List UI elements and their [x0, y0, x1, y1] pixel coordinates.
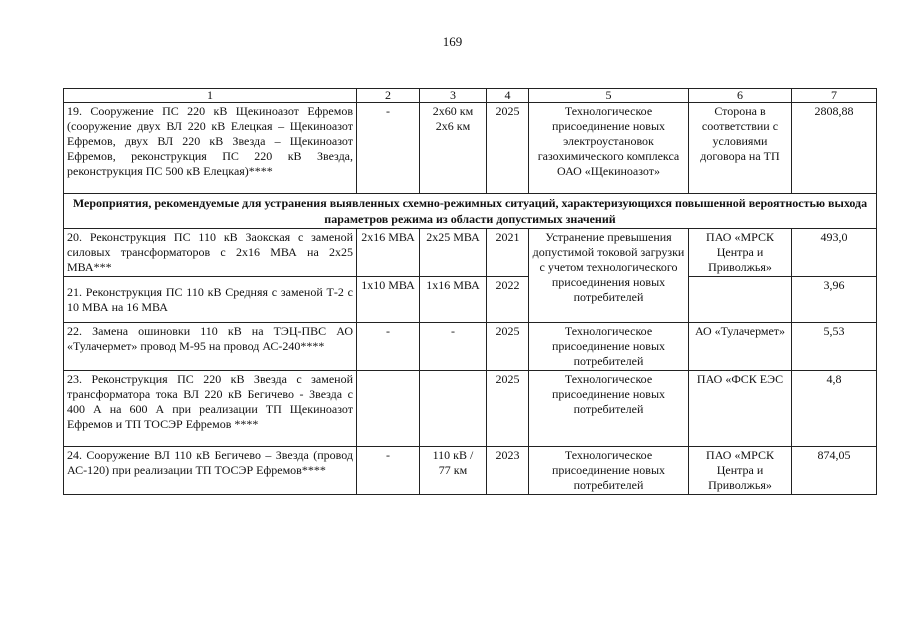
row-number: 24.	[67, 448, 82, 462]
header-cell: 1	[64, 89, 357, 103]
existing-parameters: -	[357, 103, 420, 194]
header-cell: 5	[529, 89, 689, 103]
year: 2025	[487, 323, 529, 371]
description-text: Сооружение ПС 220 кВ Щекиноазот Ефремов (сооружение двух ВЛ 220 кВ Елецкая – Щекиноазот Ефремов, двух ВЛ 220 кВ Звезда – Щекиноазот Ефремов, реконструкция ПС 220 кВ Звезда, реконструкция ПС 500 кВ Елецкая)****	[67, 104, 354, 178]
cost-value: 493,0	[792, 229, 877, 277]
table-row	[64, 447, 877, 495]
cost-value: 5,53	[792, 323, 877, 371]
year: 2023	[487, 447, 529, 495]
responsible-org: ПАО «МРСК Центра и Приволжья»	[689, 447, 792, 495]
year: 2021	[487, 229, 529, 277]
description-text: Реконструкция ПС 110 кВ Средняя с заменой Т-2 с 10 МВА на 16 МВА	[67, 284, 353, 314]
new-parameters: 110 кВ / 77 км	[420, 447, 487, 495]
new-parameters: 2х60 км 2х6 км	[420, 103, 487, 194]
year: 2025	[487, 103, 529, 194]
purpose: Технологическое присоединение новых электроустановок газохимического комплекса ОАО «Щекиноазот»	[529, 103, 689, 194]
cost-value: 4,8	[792, 371, 877, 447]
new-parameters: -	[420, 323, 487, 371]
existing-parameters: -	[357, 447, 420, 495]
row-number: 20.	[67, 230, 82, 244]
measure-description	[64, 277, 357, 323]
new-parameters: 2х25 МВА	[420, 229, 487, 277]
table-row	[64, 103, 877, 194]
header-cell: 4	[487, 89, 529, 103]
responsible-org: Сторона в соответствии с условиями договора на ТП	[689, 103, 792, 194]
header-row	[64, 89, 877, 103]
new-parameters	[420, 371, 487, 447]
row-number: 19.	[67, 104, 82, 118]
description-text: Замена ошиновки 110 кВ на ТЭЦ-ПВС АО «Тулачермет» провод М-95 на провод АС-240****	[67, 324, 354, 353]
row-number: 21.	[67, 284, 82, 299]
existing-parameters: 1х10 МВА	[357, 277, 420, 323]
header-cell: 3	[420, 89, 487, 103]
row-number: 22.	[67, 324, 82, 338]
row-number: 23.	[67, 372, 82, 386]
table-row	[64, 277, 877, 323]
description-text: Сооружение ВЛ 110 кВ Бегичево – Звезда (провод АС-120) при реализации ТП ТОСЭР Ефремов****	[67, 448, 353, 477]
description-text: Реконструкция ПС 110 кВ Заокская с заменой силовых трансформаторов с 2х16 МВА на 2х25 МВА***	[67, 230, 354, 274]
purpose: Технологическое присоединение новых потребителей	[529, 323, 689, 371]
cost-value: 2808,88	[792, 103, 877, 194]
existing-parameters: 2х16 МВА	[357, 229, 420, 277]
year: 2022	[487, 277, 529, 323]
new-parameters: 1х16 МВА	[420, 277, 487, 323]
section-title: Мероприятия, рекомендуемые для устранения выявленных схемно-режимных ситуаций, характеризующихся повышенной вероятностью выхода параметров режима из области допустимых значений	[64, 194, 877, 229]
page-number: 169	[442, 34, 463, 49]
year: 2025	[487, 371, 529, 447]
section-heading-row	[64, 194, 877, 229]
responsible-org: ПАО «МРСК Центра и Приволжья»	[689, 229, 792, 277]
measure-description	[64, 103, 357, 194]
measure-description	[64, 323, 357, 371]
cost-value: 874,05	[792, 447, 877, 495]
purpose: Технологическое присоединение новых потребителей	[529, 371, 689, 447]
table-row	[64, 323, 877, 371]
existing-parameters: -	[357, 323, 420, 371]
header-cell: 2	[357, 89, 420, 103]
responsible-org	[689, 277, 792, 323]
measure-description	[64, 229, 357, 277]
purpose: Устранение превышения допустимой токовой загрузки с учетом технологического присоединения новых потребителей	[529, 229, 689, 323]
measures-table	[63, 88, 877, 495]
header-cell: 6	[689, 89, 792, 103]
responsible-org: ПАО «ФСК ЕЭС	[689, 371, 792, 447]
header-cell: 7	[792, 89, 877, 103]
purpose: Технологическое присоединение новых потребителей	[529, 447, 689, 495]
measure-description	[64, 447, 357, 495]
table-row	[64, 371, 877, 447]
measure-description	[64, 371, 357, 447]
existing-parameters	[357, 371, 420, 447]
table-row	[64, 229, 877, 277]
cost-value: 3,96	[792, 277, 877, 323]
description-text: Реконструкция ПС 220 кВ Звезда с заменой трансформатора тока ВЛ 220 кВ Бегичево - Звезда с 400 А на 600 А при реализации ТП Щекиноазот Ефремов и ТП ТОСЭР Ефремов ****	[67, 372, 353, 431]
responsible-org: АО «Тулачермет»	[689, 323, 792, 371]
